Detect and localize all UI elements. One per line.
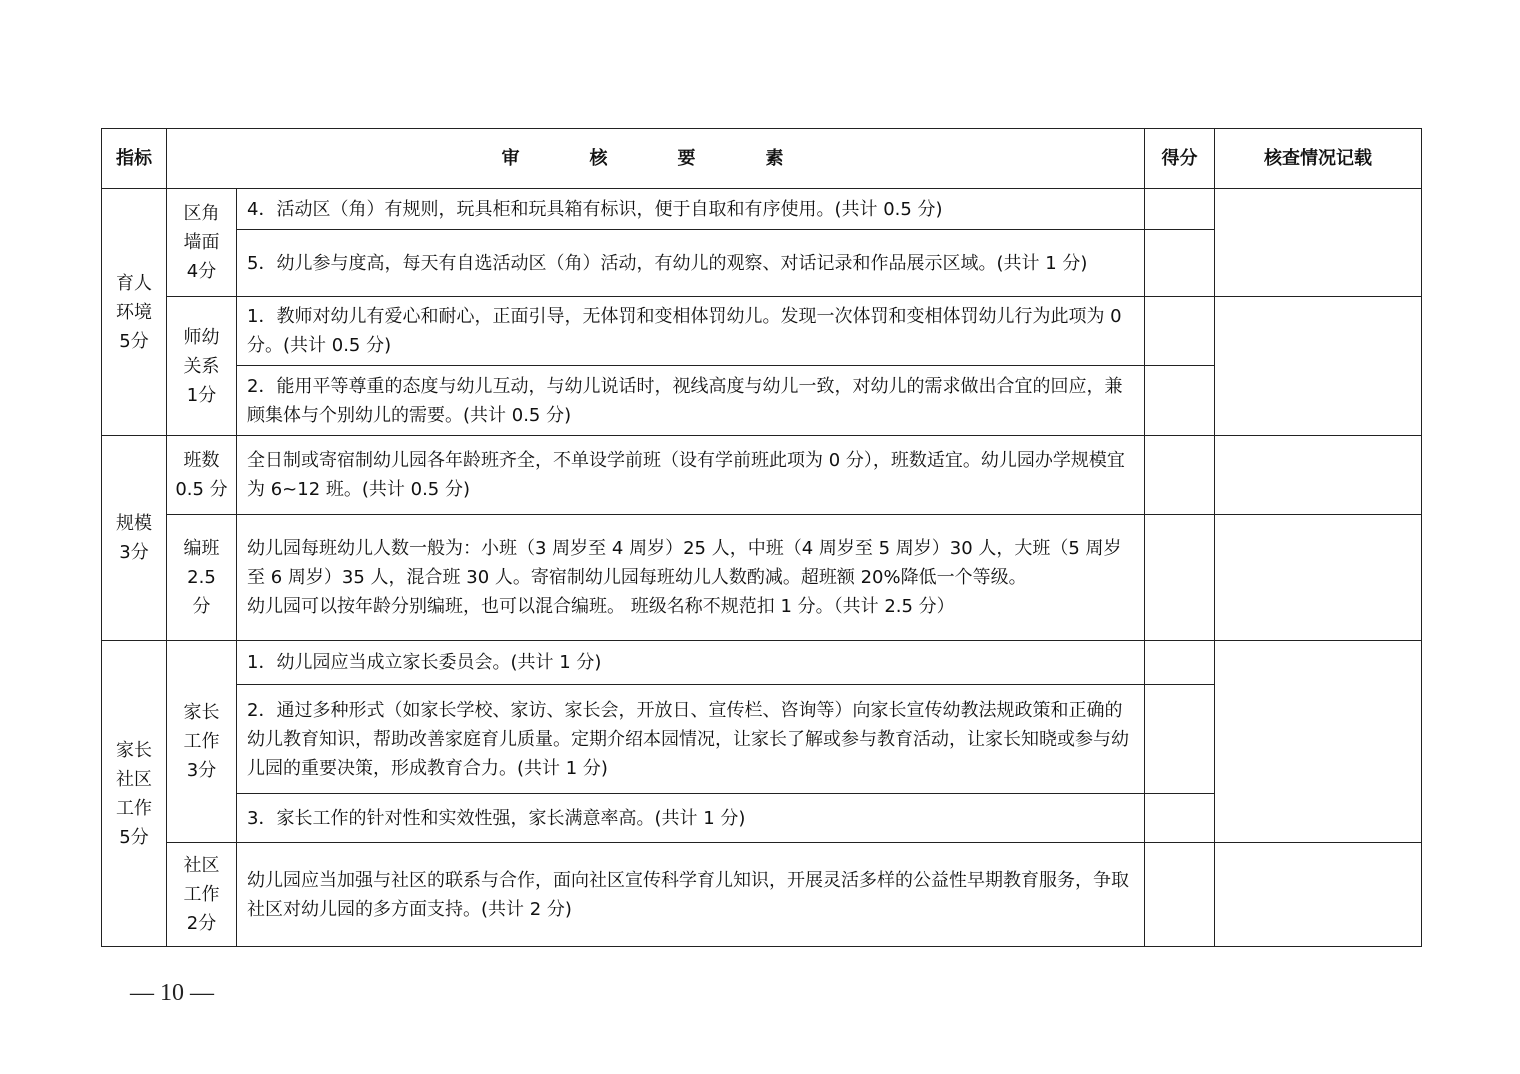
criterion-text: 3．家长工作的针对性和实效性强，家长满意率高。(共计 1 分) [237, 794, 1145, 843]
record-cell[interactable] [1215, 515, 1422, 641]
score-cell[interactable] [1145, 641, 1215, 685]
criterion-text: 1．幼儿园应当成立家长委员会。(共计 1 分) [237, 641, 1145, 685]
criterion-text: 幼儿园应当加强与社区的联系与合作，面向社区宣传科学育儿知识，开展灵活多样的公益性早期教育服务，争取社区对幼儿园的多方面支持。(共计 2 分) [237, 843, 1145, 947]
table-row [102, 641, 1422, 685]
section-name: 规模 3分 [102, 436, 167, 641]
record-cell[interactable] [1215, 641, 1422, 843]
header-score: 得分 [1145, 129, 1215, 189]
subsection-name: 区角 墙面 4分 [167, 189, 237, 297]
score-cell[interactable] [1145, 794, 1215, 843]
record-cell[interactable] [1215, 843, 1422, 947]
record-cell[interactable] [1215, 189, 1422, 297]
criterion-text: 1．教师对幼儿有爱心和耐心，正面引导，无体罚和变相体罚幼儿。发现一次体罚和变相体罚幼儿行为此项为 0 分。(共计 0.5 分) [237, 297, 1145, 366]
header-elements: 审 核 要 素 [167, 129, 1145, 189]
subsection-name: 家长 工作 3分 [167, 641, 237, 843]
criterion-text: 4．活动区（角）有规则，玩具柜和玩具箱有标识，便于自取和有序使用。(共计 0.5 分) [237, 189, 1145, 230]
score-cell[interactable] [1145, 189, 1215, 230]
table-row [102, 297, 1422, 366]
section-name: 育人 环境 5分 [102, 189, 167, 436]
criterion-text: 全日制或寄宿制幼儿园各年龄班齐全，不单设学前班（设有学前班此项为 0 分），班数适宜。幼儿园办学规模宜为 6~12 班。(共计 0.5 分) [237, 436, 1145, 515]
page-number: — 10 — [130, 980, 214, 1006]
score-cell[interactable] [1145, 515, 1215, 641]
table-row [102, 189, 1422, 230]
score-cell[interactable] [1145, 297, 1215, 366]
header-record: 核查情况记载 [1215, 129, 1422, 189]
score-cell[interactable] [1145, 366, 1215, 436]
score-cell[interactable] [1145, 685, 1215, 794]
criterion-text: 5．幼儿参与度高，每天有自选活动区（角）活动，有幼儿的观察、对话记录和作品展示区域。(共计 1 分) [237, 230, 1145, 297]
section-name: 家长 社区 工作 5分 [102, 641, 167, 947]
score-cell[interactable] [1145, 843, 1215, 947]
score-cell[interactable] [1145, 436, 1215, 515]
criterion-text: 幼儿园每班幼儿人数一般为：小班（3 周岁至 4 周岁）25 人，中班（4 周岁至 5 周岁）30 人，大班（5 周岁至 6 周岁）35 人，混合班 30 人。寄宿制幼儿园每班幼儿人数酌减。超班额 20%降低一个等级。 幼儿园可以按年龄分别编班，也可以混合编班。 班级名称不规范扣 1 分。（共计 2.5 分） [237, 515, 1145, 641]
criterion-text: 2．能用平等尊重的态度与幼儿互动，与幼儿说话时，视线高度与幼儿一致，对幼儿的需求做出合宜的回应，兼顾集体与个别幼儿的需要。(共计 0.5 分) [237, 366, 1145, 436]
subsection-name: 师幼 关系 1分 [167, 297, 237, 436]
header-indicator: 指标 [102, 129, 167, 189]
table-row [102, 843, 1422, 947]
score-cell[interactable] [1145, 230, 1215, 297]
audit-table [101, 128, 1422, 947]
subsection-name: 编班 2.5 分 [167, 515, 237, 641]
record-cell[interactable] [1215, 436, 1422, 515]
criterion-text: 2．通过多种形式（如家长学校、家访、家长会，开放日、宣传栏、咨询等）向家长宣传幼教法规政策和正确的幼儿教育知识，帮助改善家庭育儿质量。定期介绍本园情况，让家长了解或参与教育活动，让家长知晓或参与幼儿园的重要决策，形成教育合力。(共计 1 分) [237, 685, 1145, 794]
subsection-name: 班数 0.5 分 [167, 436, 237, 515]
record-cell[interactable] [1215, 297, 1422, 436]
header-row [102, 129, 1422, 189]
table-row [102, 515, 1422, 641]
subsection-name: 社区 工作 2分 [167, 843, 237, 947]
table-row [102, 436, 1422, 515]
